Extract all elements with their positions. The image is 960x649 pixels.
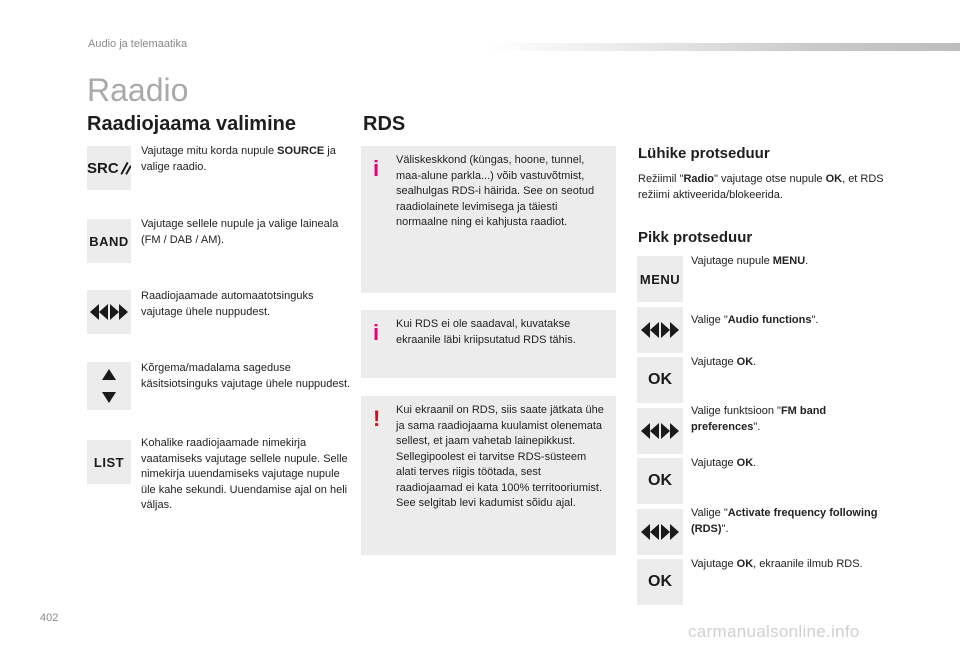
seek-arrows-icon — [640, 423, 680, 439]
station-selection-heading: Raadiojaama valimine — [87, 113, 296, 135]
src-instruction: Vajutage mitu korda nupule SOURCE ja valige raadio. — [141, 145, 336, 173]
header-gradient-bar — [490, 43, 960, 51]
list-instruction: Kohalike raadiojaamade nimekirja vaatamiseks vajutage sellele nupule. Selle nimekirja uuendamiseks vajutage nupule üle kahe sekundi. Uuendamise ajal on heli väljas. — [141, 437, 348, 511]
manual-tune-instruction: Kõrgema/madalama sageduse käsitsiotsinguks vajutage ühele nuppudest. — [141, 362, 351, 390]
warning-box-rds-text: Kui ekraanil on RDS, siis saate jätkata ühe ja sama raadiojaama kuulamist olenemata sellest, et jaam vahetab lainepikkust. Sellegipoolest ei tarvitse RDS-süsteem alati terves riigis töötada, sest raadiojaamad ei kata 100% territooriumist. See selgitab levi kadumist sõidu ajal. — [396, 404, 604, 509]
menu-button — [637, 256, 683, 302]
warning-icon: ! — [373, 406, 381, 431]
list-button — [87, 440, 131, 484]
info-icon: i — [373, 156, 380, 181]
info-icon: i — [373, 320, 380, 345]
short-procedure-text: Režiimil "Radio" vajutage otse nupule OK, et RDS režiimi aktiveerida/blokeerida. — [638, 173, 884, 201]
page-number: 402 — [40, 612, 59, 624]
band-instruction: Vajutage sellele nupule ja valige laineala (FM / DAB / AM). — [141, 218, 339, 246]
step-4-text: Valige funktsioon "FM band preferences". — [691, 405, 827, 433]
watermark: carmanualsonline.info — [688, 622, 860, 641]
up-down-arrows-icon — [101, 368, 117, 404]
ok-button — [637, 357, 683, 403]
seek-button — [637, 408, 683, 454]
info-box-reception-text: Väliskeskkond (küngas, hoone, tunnel, maa-alune parkla...) võib vastuvõtmist, sealhulgas RDS-i häirida. See on seotud raadiolainete levimisega ja täiesti normaalne ning ei kahjusta raadiot. — [396, 154, 595, 228]
menu-icon: MENU — [639, 271, 681, 287]
step-7-text: Vajutage OK, ekraanile ilmub RDS. — [691, 558, 863, 570]
seek-button — [87, 290, 131, 334]
ok-icon: OK — [648, 371, 672, 388]
list-icon: LIST — [93, 454, 125, 470]
long-procedure-heading: Pikk protseduur — [638, 229, 753, 246]
ok-icon: OK — [648, 573, 672, 590]
section-header-title: Audio ja telemaatika — [88, 38, 188, 50]
seek-instruction: Raadiojaamade automaatotsinguks vajutage ühele nuppudest. — [141, 290, 314, 318]
ok-button — [637, 559, 683, 605]
step-3-text: Vajutage OK. — [691, 356, 757, 368]
step-2-text: Valige "Audio functions". — [691, 314, 819, 326]
src-icon: SRC — [87, 159, 119, 177]
step-5-text: Vajutage OK. — [691, 457, 757, 469]
ok-button — [637, 458, 683, 504]
slash-icon — [120, 160, 131, 176]
manual-tune-button — [87, 362, 131, 410]
seek-button — [637, 307, 683, 353]
band-button — [87, 219, 131, 263]
src-button — [87, 146, 131, 190]
page-title: Raadio — [87, 72, 189, 108]
info-box-reception — [361, 146, 616, 293]
band-icon: BAND — [89, 233, 129, 249]
seek-button — [637, 509, 683, 555]
info-box-rds-unavailable-text: Kui RDS ei ole saadaval, kuvatakse ekraanile läbi kriipsutatud RDS tähis. — [396, 318, 576, 346]
rds-heading: RDS — [363, 113, 406, 135]
step-1-text: Vajutage nupule MENU. — [691, 255, 809, 267]
short-procedure-heading: Lühike protseduur — [638, 145, 770, 162]
step-6-text: Valige "Activate frequency following (RDS)". — [691, 507, 878, 535]
seek-arrows-icon — [89, 304, 129, 320]
seek-arrows-icon — [640, 322, 680, 338]
warning-box-rds — [361, 396, 616, 555]
info-box-rds-unavailable — [361, 310, 616, 378]
ok-icon: OK — [648, 472, 672, 489]
seek-arrows-icon — [640, 524, 680, 540]
